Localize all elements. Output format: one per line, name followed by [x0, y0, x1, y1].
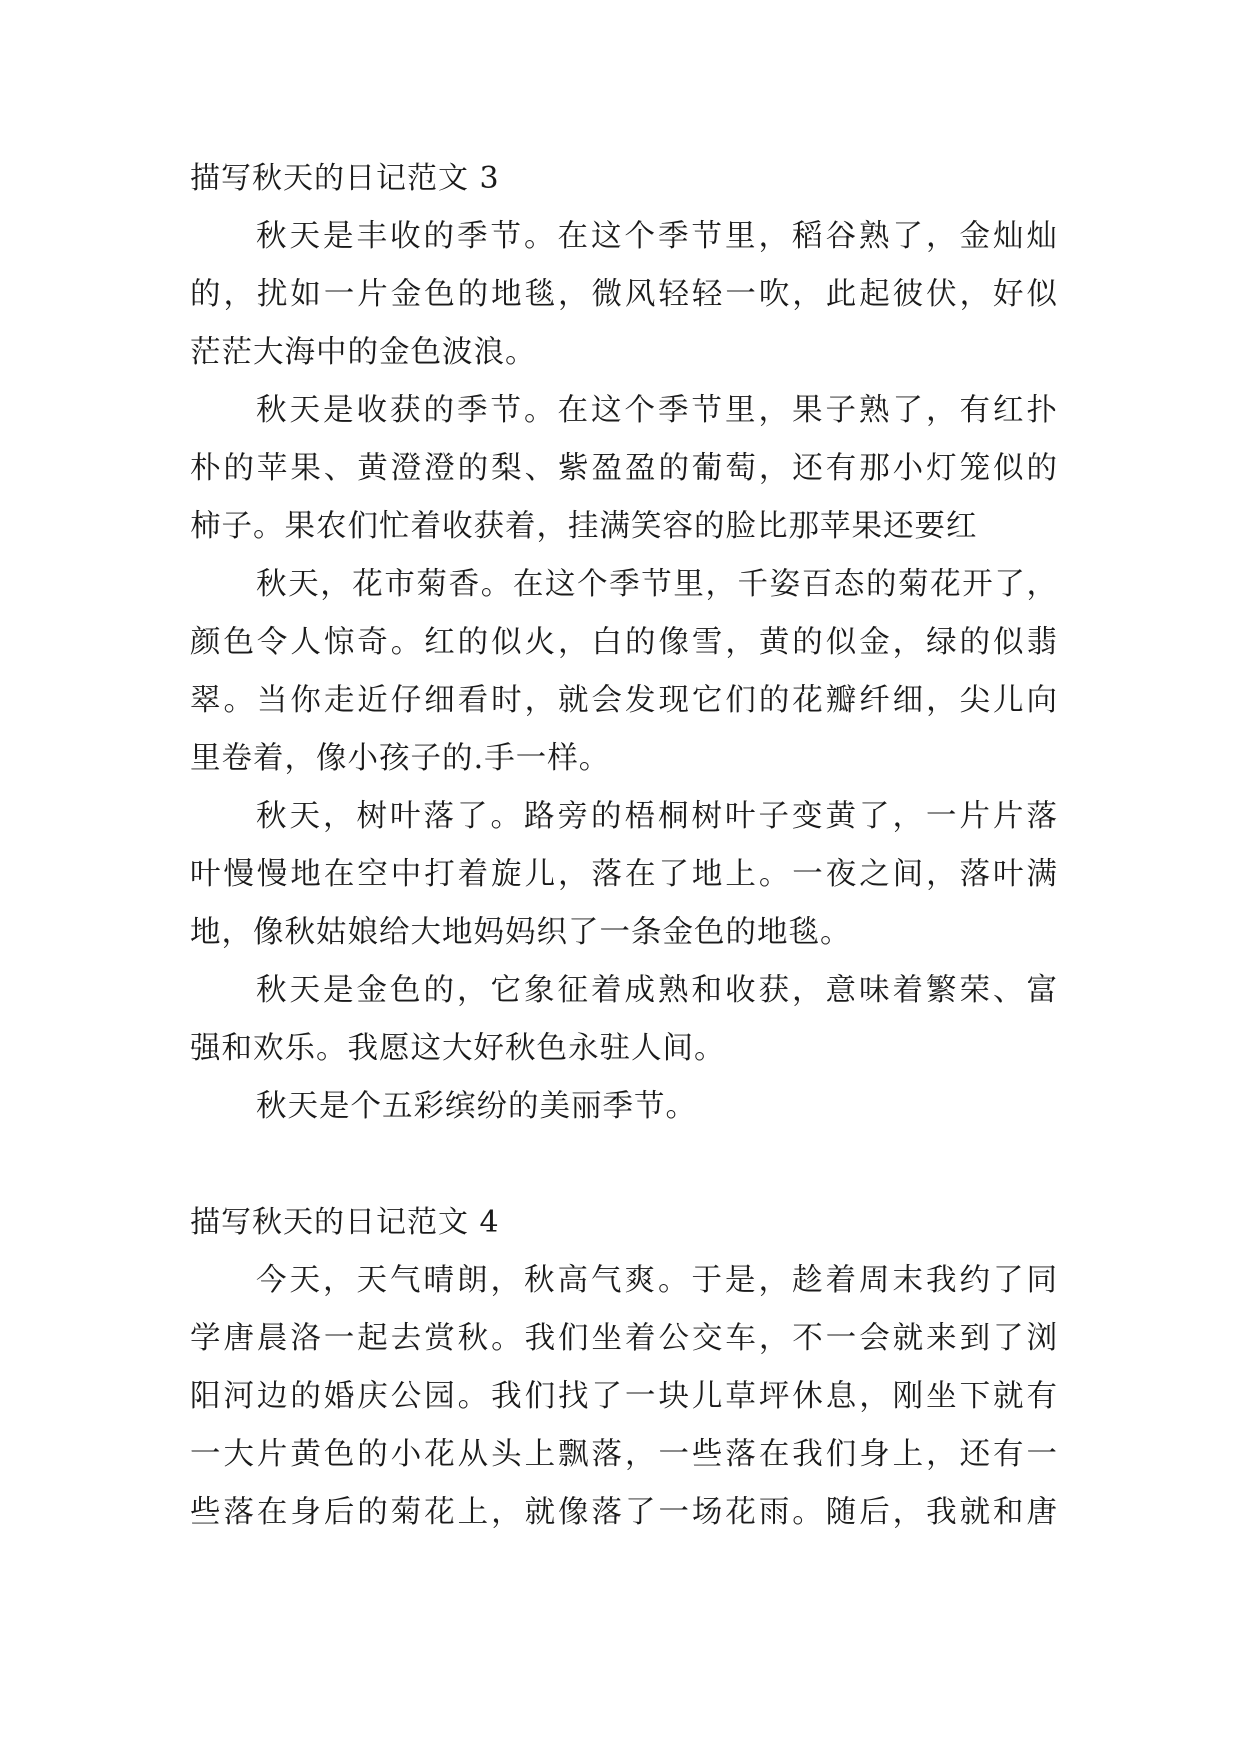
text-line: 强和欢乐。我愿这大好秋色永驻人间。 — [190, 1031, 726, 1066]
paragraph — [190, 1078, 1058, 1136]
text-line: 一大片黄色的小花从头上飘落，一些落在我们身上，还有一 — [190, 1437, 1058, 1472]
paragraph — [190, 788, 1058, 962]
section-title: 描写秋天的日记范文 4 — [190, 1205, 500, 1240]
text-line: 柿子。果农们忙着收获着，挂满笑容的脸比那苹果还要红 — [190, 509, 978, 544]
text-line: 阳河边的婚庆公园。我们找了一块儿草坪休息，刚坐下就有 — [190, 1379, 1058, 1414]
text-line: 颜色令人惊奇。红的似火，白的像雪，黄的似金，绿的似翡 — [190, 625, 1058, 660]
section-title: 描写秋天的日记范文 3 — [190, 161, 500, 196]
text-line: 秋天，花市菊香。在这个季节里，千姿百态的菊花开了， — [256, 567, 1058, 602]
text-line: 秋天是个五彩缤纷的美丽季节。 — [256, 1089, 697, 1124]
paragraph — [190, 1252, 1058, 1542]
text-line: 地，像秋姑娘给大地妈妈织了一条金色的地毯。 — [190, 915, 852, 950]
text-line: 秋天是丰收的季节。在这个季节里，稻谷熟了，金灿灿 — [256, 219, 1058, 254]
text-line: 秋天是收获的季节。在这个季节里，果子熟了，有红扑 — [256, 393, 1058, 428]
diary-section-3 — [190, 150, 1058, 1136]
text-line: 今天，天气晴朗，秋高气爽。于是，趁着周末我约了同 — [256, 1263, 1058, 1298]
text-line: 的，扰如一片金色的地毯，微风轻轻一吹，此起彼伏，好似 — [190, 277, 1058, 312]
text-line: 朴的苹果、黄澄澄的梨、紫盈盈的葡萄，还有那小灯笼似的 — [190, 451, 1058, 486]
section-gap — [0, 1136, 1241, 1194]
text-line: 翠。当你走近仔细看时，就会发现它们的花瓣纤细，尖儿向 — [190, 683, 1058, 718]
text-line: 秋天，树叶落了。路旁的梧桐树叶子变黄了，一片片落 — [256, 799, 1058, 834]
paragraph — [190, 382, 1058, 556]
text-line: 些落在身后的菊花上，就像落了一场花雨。随后，我就和唐 — [190, 1495, 1058, 1530]
text-line: 秋天是金色的，它象征着成熟和收获，意味着繁荣、富 — [256, 973, 1058, 1008]
diary-section-4 — [190, 1194, 1058, 1542]
text-line: 叶慢慢地在空中打着旋儿，落在了地上。一夜之间，落叶满 — [190, 857, 1058, 892]
paragraph — [190, 208, 1058, 382]
text-line: 茫茫大海中的金色波浪。 — [190, 335, 537, 370]
text-line: 里卷着，像小孩子的.手一样。 — [190, 741, 611, 776]
paragraph — [190, 962, 1058, 1078]
paragraph — [190, 556, 1058, 788]
text-line: 学唐晨洛一起去赏秋。我们坐着公交车，不一会就来到了浏 — [190, 1321, 1058, 1356]
